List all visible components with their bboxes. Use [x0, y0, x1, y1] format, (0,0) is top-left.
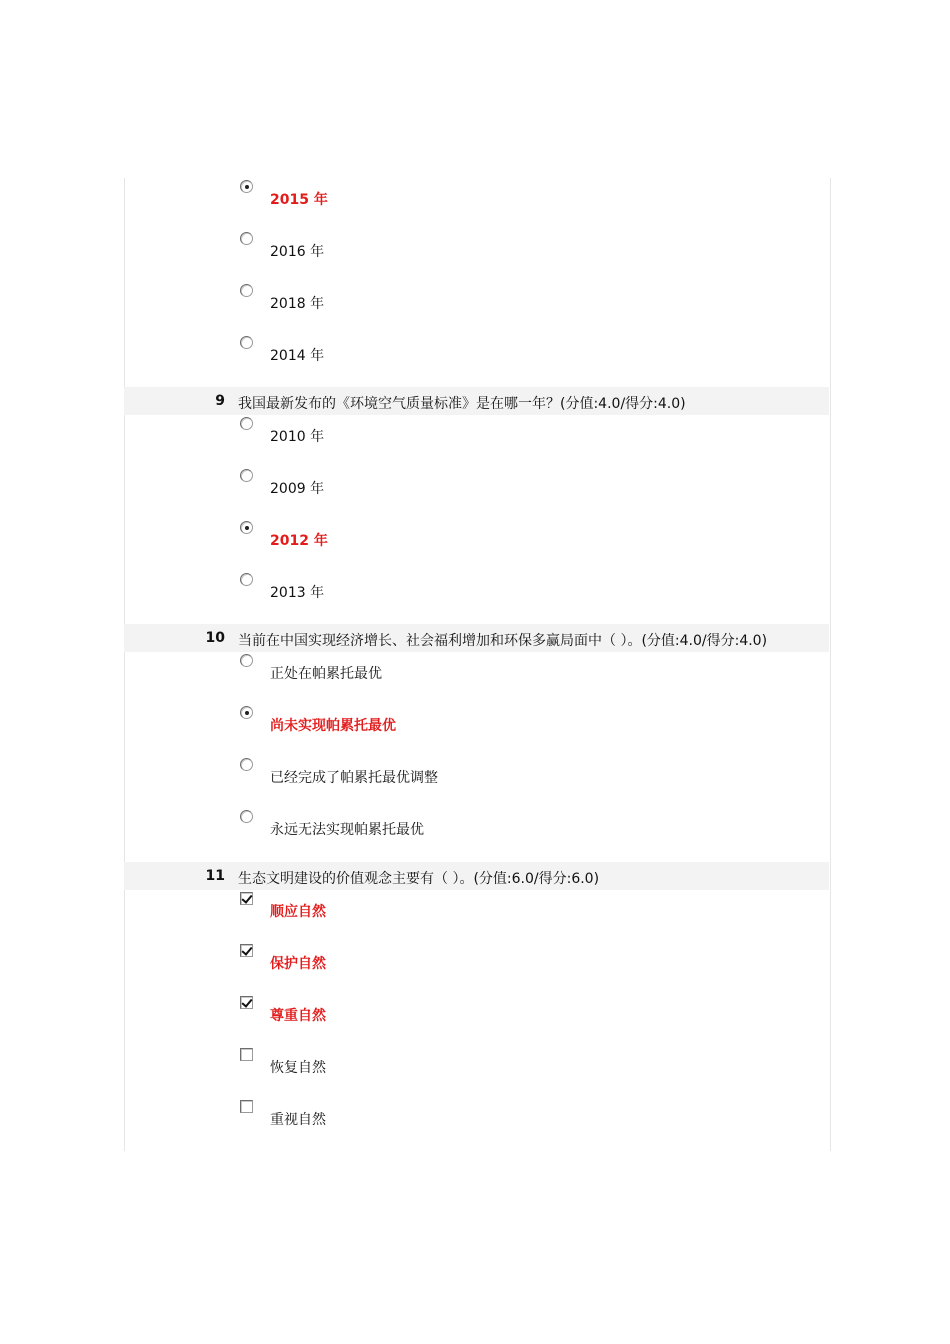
option-row[interactable] — [240, 816, 424, 838]
option-label: 2010 年 — [270, 429, 325, 445]
radio-button[interactable] — [240, 417, 253, 430]
option-label: 2012 年 — [270, 533, 328, 549]
option-row[interactable] — [240, 1002, 326, 1024]
option-row[interactable] — [240, 238, 324, 260]
option-row[interactable] — [240, 342, 324, 364]
option-row[interactable] — [240, 950, 326, 972]
checkbox[interactable] — [240, 1100, 253, 1113]
option-row[interactable] — [240, 898, 326, 920]
question-text: 当前在中国实现经济增长、社会福利增加和环保多赢局面中（ ）。(分值:4.0/得分:4.0) — [238, 633, 768, 649]
radio-button[interactable] — [240, 706, 253, 719]
checkbox[interactable] — [240, 996, 253, 1009]
option-label: 2016 年 — [270, 244, 325, 260]
checkbox[interactable] — [240, 1048, 253, 1061]
radio-button[interactable] — [240, 180, 253, 193]
question-text: 生态文明建设的价值观念主要有（ ）。(分值:6.0/得分:6.0) — [238, 871, 600, 887]
option-row[interactable] — [240, 475, 324, 497]
option-row[interactable] — [240, 712, 396, 734]
radio-button[interactable] — [240, 810, 253, 823]
option-label: 顺应自然 — [270, 904, 326, 920]
radio-button[interactable] — [240, 284, 253, 297]
option-row[interactable] — [240, 1106, 326, 1128]
option-label: 2018 年 — [270, 296, 325, 312]
radio-button[interactable] — [240, 336, 253, 349]
option-label: 恢复自然 — [270, 1060, 326, 1076]
radio-button[interactable] — [240, 469, 253, 482]
option-row[interactable] — [240, 1054, 326, 1076]
option-label: 重视自然 — [270, 1112, 326, 1128]
question-header — [124, 862, 829, 890]
question-number: 10 — [205, 630, 225, 646]
option-row[interactable] — [240, 579, 324, 601]
option-label: 2015 年 — [270, 192, 328, 208]
question-header — [124, 387, 829, 415]
option-label: 正处在帕累托最优 — [270, 666, 382, 682]
radio-button[interactable] — [240, 573, 253, 586]
option-label: 尚未实现帕累托最优 — [270, 718, 396, 734]
radio-button[interactable] — [240, 521, 253, 534]
radio-button[interactable] — [240, 758, 253, 771]
option-row[interactable] — [240, 186, 328, 208]
option-label: 2014 年 — [270, 348, 325, 364]
option-row[interactable] — [240, 527, 328, 549]
question-header — [124, 624, 829, 652]
option-row[interactable] — [240, 660, 382, 682]
option-label: 2013 年 — [270, 585, 325, 601]
option-row[interactable] — [240, 764, 438, 786]
question-number: 11 — [205, 868, 225, 884]
radio-button[interactable] — [240, 232, 253, 245]
option-label: 永远无法实现帕累托最优 — [270, 822, 424, 838]
option-label: 已经完成了帕累托最优调整 — [270, 770, 438, 786]
question-number: 9 — [215, 393, 225, 409]
option-label: 2009 年 — [270, 481, 325, 497]
checkbox[interactable] — [240, 944, 253, 957]
checkbox[interactable] — [240, 892, 253, 905]
quiz-panel — [124, 178, 831, 1151]
option-label: 保护自然 — [270, 956, 326, 972]
radio-button[interactable] — [240, 654, 253, 667]
option-label: 尊重自然 — [270, 1008, 326, 1024]
option-row[interactable] — [240, 423, 324, 445]
question-text: 我国最新发布的《环境空气质量标准》是在哪一年？(分值:4.0/得分:4.0) — [238, 396, 686, 412]
option-row[interactable] — [240, 290, 324, 312]
